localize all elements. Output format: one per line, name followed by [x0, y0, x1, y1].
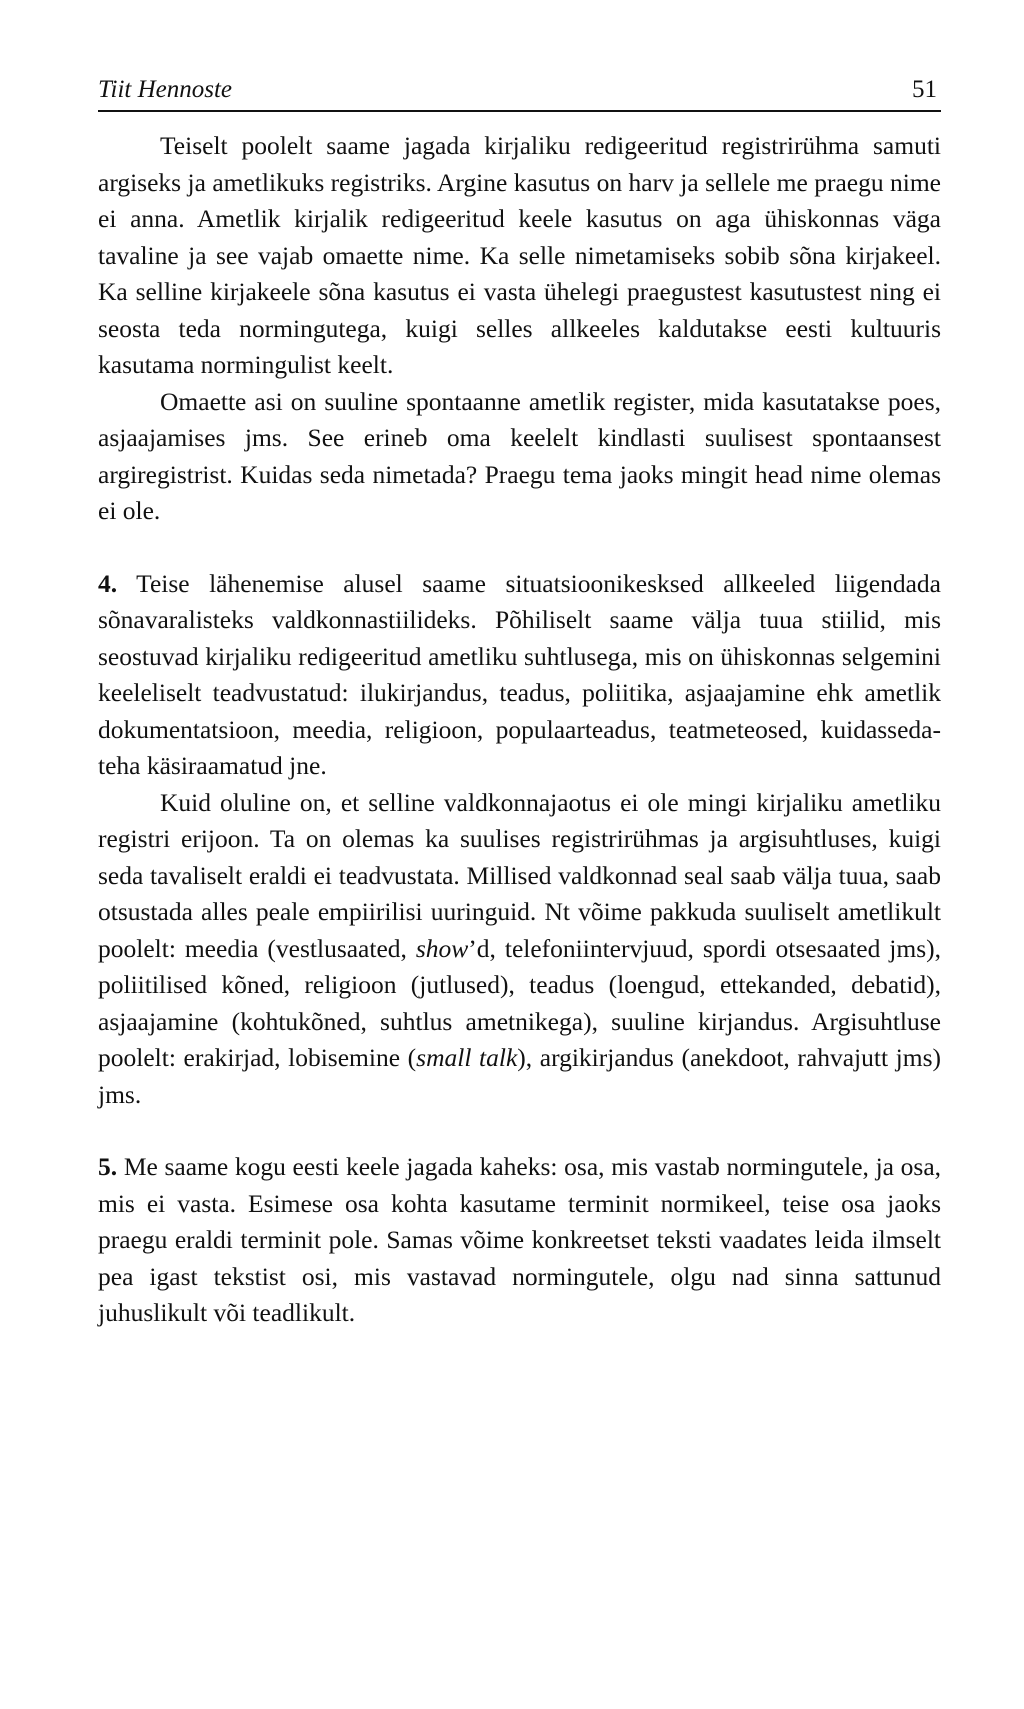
header-author: Tiit Hennoste [98, 76, 233, 103]
section-number: 5. [98, 1152, 118, 1181]
running-header [98, 72, 941, 112]
italic-term: show [415, 933, 469, 963]
page-number: 51 [912, 76, 937, 103]
paragraph: Omaette asi on suuline spontaanne ametlik register, mida kasutatakse poes, asjaajamises jms. See erineb oma keelelt kindlasti suulisest spontaansest argiregistrist. Kuidas seda nimetada? Praegu tema jaoks mingit head nime olemas ei ole. [98, 386, 941, 525]
paragraph-text: Teise lähenemise alusel saame situatsioonikesksed allkeeled liigendada sõnavaralisteks valdkonnastiilideks. Põhiliselt saame välja tuua stiilid, mis seostuvad kirjaliku redigeeritud ametliku suhtlusega, mis on ühiskonnas selgemini keeleliselt teadvustatud: ilukirjandus, teadus, poliitika, asjaajamine ehk ametlik dokumentatsioon, meedia, religioon, populaarteadus, teatmeteosed, kuidasseda-teha käsiraamatud jne. [98, 568, 941, 780]
paragraph [98, 785, 941, 1114]
italic-term: small talk [416, 1043, 518, 1072]
section-number: 4. [98, 568, 118, 598]
paragraph-text: ’d, telefoniintervjuud, spordi otsesaated jms), poliitilised kõned, religioon (jutlused), teadus (loengud, ettekanded, debatid), asjaajamine (kohtukõned, suhtlus ametnikega), suuline kirjandus. Argisuhtluse poolelt: erakirjad, lobisemine ( [98, 933, 942, 1072]
paragraph: Teiselt poolelt saame jagada kirjaliku redigeeritud registrirühma samuti argiseks ja ametlikuks registriks. Argine kasutus on harv ja sellele me praegu nime ei anna. Ametlik kirjalik redigeeritud keele kasutus on aga ühiskonnas väga tavaline ja see vajab omaette nime. Ka selle nimetamiseks sobib sõna kirjakeel. Ka selline kirjakeele sõna kasutus ei vasta ühelegi praegustest kasutustest ning ei seosta teda normingutega, kuigi selles allkeeles kaldutakse eesti kultuuris kasutama normingulist keelt. [98, 131, 941, 379]
paragraph-text: ), argikirjandus (anekdoot, rahvajutt jms) jms. [98, 1043, 941, 1109]
numbered-paragraph [98, 566, 941, 785]
paragraph-text: Kuid oluline on, et selline valdkonnajaotus ei ole mingi kirjaliku ametliku registri erijoon. Ta on olemas ka suulises registrirühmas ja argisuhtluses, kuigi seda tavaliselt eraldi ei teadvustata. Millised valdkonnad seal saab välja tuua, saab otsustada alles peale empiirilisi uuringuid. Nt võime pakkuda suuliselt ametlikult poolelt: meedia (vestlusaated, [98, 787, 941, 963]
paragraph-text: Me saame kogu eesti keele jagada kaheks: osa, mis vastab normingutele, ja osa, mis ei vasta. Esimese osa kohta kasutame terminit normikeel, teise osa jaoks praegu eraldi terminit pole. Samas võime konkreetset teksti vaadates leida ilmselt pea igast tekstist osi, mis vastavad normingutele, olgu nad sinna sattunud juhuslikult või teadlikult. [98, 1152, 942, 1327]
numbered-paragraph [98, 1149, 941, 1332]
body-text [98, 128, 941, 1332]
